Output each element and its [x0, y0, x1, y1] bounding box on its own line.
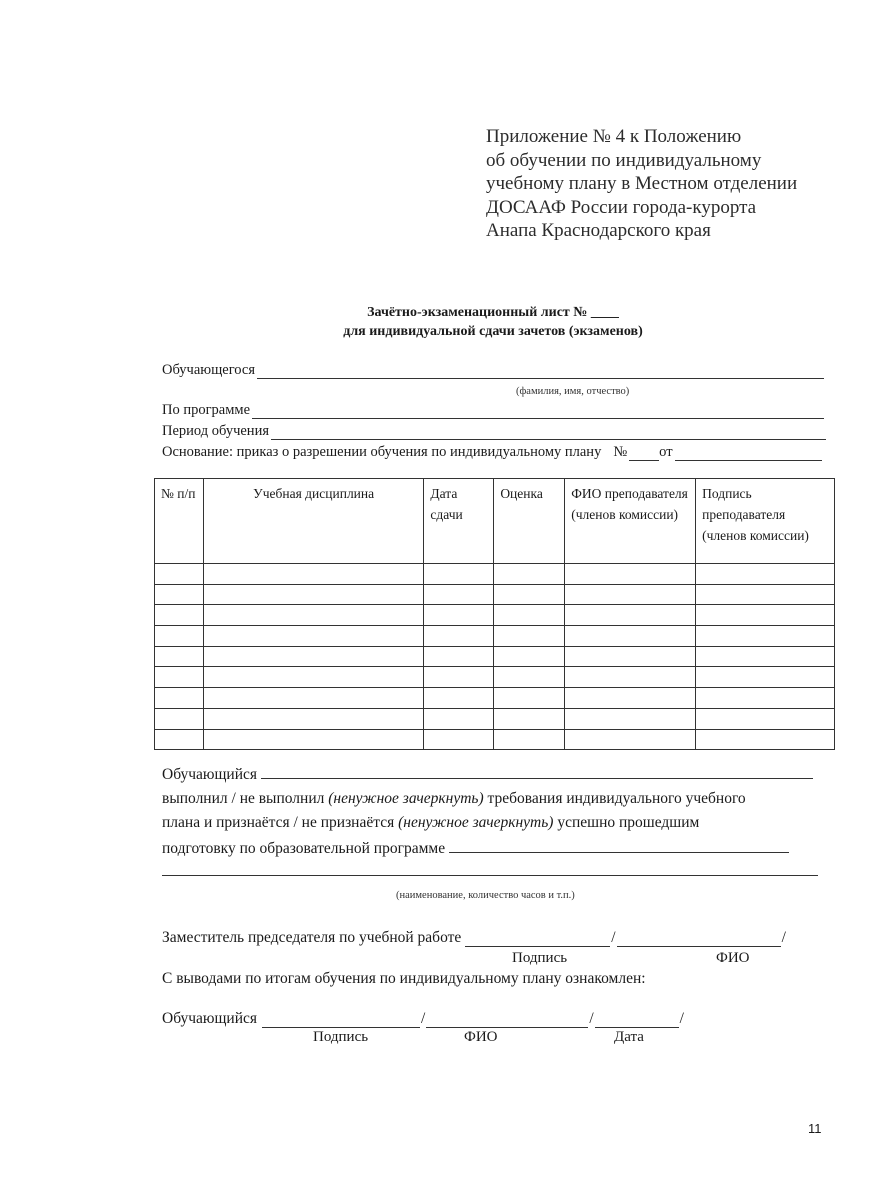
program-field-row	[162, 399, 824, 419]
cell-date[interactable]	[424, 729, 494, 750]
conclusion-extra-line[interactable]	[162, 875, 818, 876]
header-discipline: Учебная дисциплина	[203, 479, 424, 564]
separator-slash: /	[589, 1010, 594, 1027]
deputy-signature-row	[162, 929, 787, 947]
conclusion-line-2	[162, 814, 699, 832]
student-date-caption: Дата	[614, 1029, 644, 1045]
cell-num[interactable]	[155, 626, 204, 647]
separator-slash: /	[421, 1010, 426, 1027]
cell-date[interactable]	[424, 667, 494, 688]
cell-teacher[interactable]	[565, 729, 696, 750]
cell-discipline[interactable]	[203, 729, 424, 750]
basis-field-row	[162, 441, 822, 461]
deputy-label: Заместитель председателя по учебной работе	[162, 929, 462, 946]
cell-grade[interactable]	[494, 708, 565, 729]
cell-signature[interactable]	[696, 605, 835, 626]
conclusion-text: успешно прошедшим	[553, 814, 700, 831]
deputy-fio-caption: ФИО	[716, 950, 750, 966]
cell-discipline[interactable]	[203, 646, 424, 667]
cell-date[interactable]	[424, 584, 494, 605]
student-field-row	[162, 359, 824, 379]
table-body	[155, 564, 835, 750]
student-sign-caption: Подпись	[313, 1029, 369, 1045]
page-number: 11	[808, 1121, 822, 1136]
cell-discipline[interactable]	[203, 626, 424, 647]
table-row	[155, 646, 835, 667]
cell-date[interactable]	[424, 646, 494, 667]
cell-grade[interactable]	[494, 564, 565, 585]
cell-date[interactable]	[424, 605, 494, 626]
conclusion-line-1	[162, 790, 746, 808]
cell-signature[interactable]	[696, 708, 835, 729]
table-row	[155, 584, 835, 605]
table-row	[155, 667, 835, 688]
cell-signature[interactable]	[696, 667, 835, 688]
cell-num[interactable]	[155, 584, 204, 605]
conclusion-program-label: подготовку по образовательной программе	[162, 840, 446, 857]
cell-grade[interactable]	[494, 667, 565, 688]
separator-slash: /	[611, 929, 616, 946]
table-row	[155, 605, 835, 626]
separator-slash: /	[781, 929, 786, 946]
table-row	[155, 708, 835, 729]
cell-signature[interactable]	[696, 626, 835, 647]
basis-date-line[interactable]	[675, 445, 822, 461]
student-label: Обучающегося	[162, 362, 256, 378]
cell-teacher[interactable]	[565, 688, 696, 709]
cell-grade[interactable]	[494, 584, 565, 605]
form-title: Зачётно-экзаменационный лист № ____	[367, 305, 619, 320]
cell-grade[interactable]	[494, 626, 565, 647]
cell-teacher[interactable]	[565, 605, 696, 626]
cell-num[interactable]	[155, 667, 204, 688]
strike-note: (ненужное зачеркнуть)	[328, 790, 484, 807]
cell-discipline[interactable]	[203, 688, 424, 709]
table-row	[155, 626, 835, 647]
appendix-line: ДОСААФ России города-курорта	[486, 196, 757, 218]
cell-teacher[interactable]	[565, 708, 696, 729]
header-signature: Подпись преподавателя (членов комиссии)	[696, 479, 835, 564]
basis-label: Основание: приказ о разрешении обучения по индивидуальному плану	[162, 444, 602, 460]
period-label: Период обучения	[162, 423, 269, 439]
cell-signature[interactable]	[696, 564, 835, 585]
cell-teacher[interactable]	[565, 584, 696, 605]
deputy-fio-line[interactable]	[617, 931, 781, 947]
student-signature-line[interactable]	[262, 1012, 420, 1028]
basis-from-label: от	[659, 444, 673, 460]
deputy-signature-line[interactable]	[465, 931, 610, 947]
cell-num[interactable]	[155, 708, 204, 729]
cell-grade[interactable]	[494, 729, 565, 750]
cell-num[interactable]	[155, 564, 204, 585]
cell-grade[interactable]	[494, 646, 565, 667]
cell-discipline[interactable]	[203, 667, 424, 688]
table-row	[155, 564, 835, 585]
appendix-line: Анапа Краснодарского края	[486, 220, 711, 242]
basis-number-line[interactable]	[629, 445, 659, 461]
cell-date[interactable]	[424, 708, 494, 729]
cell-signature[interactable]	[696, 584, 835, 605]
conclusion-text: выполнил / не выполнил	[162, 790, 329, 807]
cell-date[interactable]	[424, 688, 494, 709]
cell-num[interactable]	[155, 605, 204, 626]
conclusion-caption: (наименование, количество часов и т.п.)	[396, 890, 575, 901]
acquainted-text: С выводами по итогам обучения по индивидуальному плану ознакомлен:	[162, 970, 646, 987]
cell-teacher[interactable]	[565, 667, 696, 688]
appendix-line: Приложение № 4 к Положению	[486, 126, 742, 147]
cell-discipline[interactable]	[203, 584, 424, 605]
cell-signature[interactable]	[696, 646, 835, 667]
cell-date[interactable]	[424, 626, 494, 647]
cell-teacher[interactable]	[565, 626, 696, 647]
cell-signature[interactable]	[696, 729, 835, 750]
header-teacher: ФИО преподавателя (членов комиссии)	[565, 479, 696, 564]
student-sign-label: Обучающийся	[162, 1010, 258, 1027]
cell-teacher[interactable]	[565, 646, 696, 667]
table-header-row	[155, 479, 835, 564]
cell-teacher[interactable]	[565, 564, 696, 585]
conclusion-student-label: Обучающийся	[162, 766, 258, 783]
cell-discipline[interactable]	[203, 708, 424, 729]
basis-number-sign: №	[613, 444, 628, 460]
program-line[interactable]	[252, 403, 824, 419]
cell-num[interactable]	[155, 688, 204, 709]
table-row	[155, 729, 835, 750]
cell-num[interactable]	[155, 646, 204, 667]
program-label: По программе	[162, 402, 251, 418]
period-field-row	[162, 420, 826, 440]
cell-grade[interactable]	[494, 688, 565, 709]
conclusion-text: требования индивидуального учебного	[483, 790, 746, 807]
cell-discipline[interactable]	[203, 564, 424, 585]
deputy-sign-caption: Подпись	[512, 950, 568, 966]
conclusion-line-3	[162, 838, 789, 858]
period-line[interactable]	[271, 424, 826, 440]
header-num: № п/п	[155, 479, 204, 564]
student-signature-row	[162, 1010, 685, 1028]
cell-signature[interactable]	[696, 688, 835, 709]
table-row	[155, 688, 835, 709]
header-grade: Оценка	[494, 479, 565, 564]
appendix-line: учебному плану в Местном отделении	[486, 173, 798, 195]
header-date: Дата сдачи	[424, 479, 494, 564]
conclusion-program-line[interactable]	[449, 838, 789, 853]
separator-slash: /	[679, 1010, 684, 1027]
cell-date[interactable]	[424, 564, 494, 585]
student-fio-caption: ФИО	[464, 1029, 498, 1045]
conclusion-student-line[interactable]	[261, 764, 813, 779]
exam-table	[154, 478, 835, 750]
student-caption: (фамилия, имя, отчество)	[516, 386, 630, 397]
cell-num[interactable]	[155, 729, 204, 750]
student-fio-line[interactable]	[426, 1012, 588, 1028]
strike-note: (ненужное зачеркнуть)	[398, 814, 554, 831]
student-name-line[interactable]	[257, 363, 824, 379]
cell-grade[interactable]	[494, 605, 565, 626]
student-date-line[interactable]	[595, 1012, 679, 1028]
appendix-header	[486, 125, 856, 243]
cell-discipline[interactable]	[203, 605, 424, 626]
appendix-line: об обучении по индивидуальному	[486, 149, 762, 171]
conclusion-student-row	[162, 764, 813, 784]
form-subtitle: для индивидуальной сдачи зачетов (экзаменов)	[343, 324, 643, 339]
conclusion-text: плана и признаётся / не признаётся	[162, 814, 399, 831]
